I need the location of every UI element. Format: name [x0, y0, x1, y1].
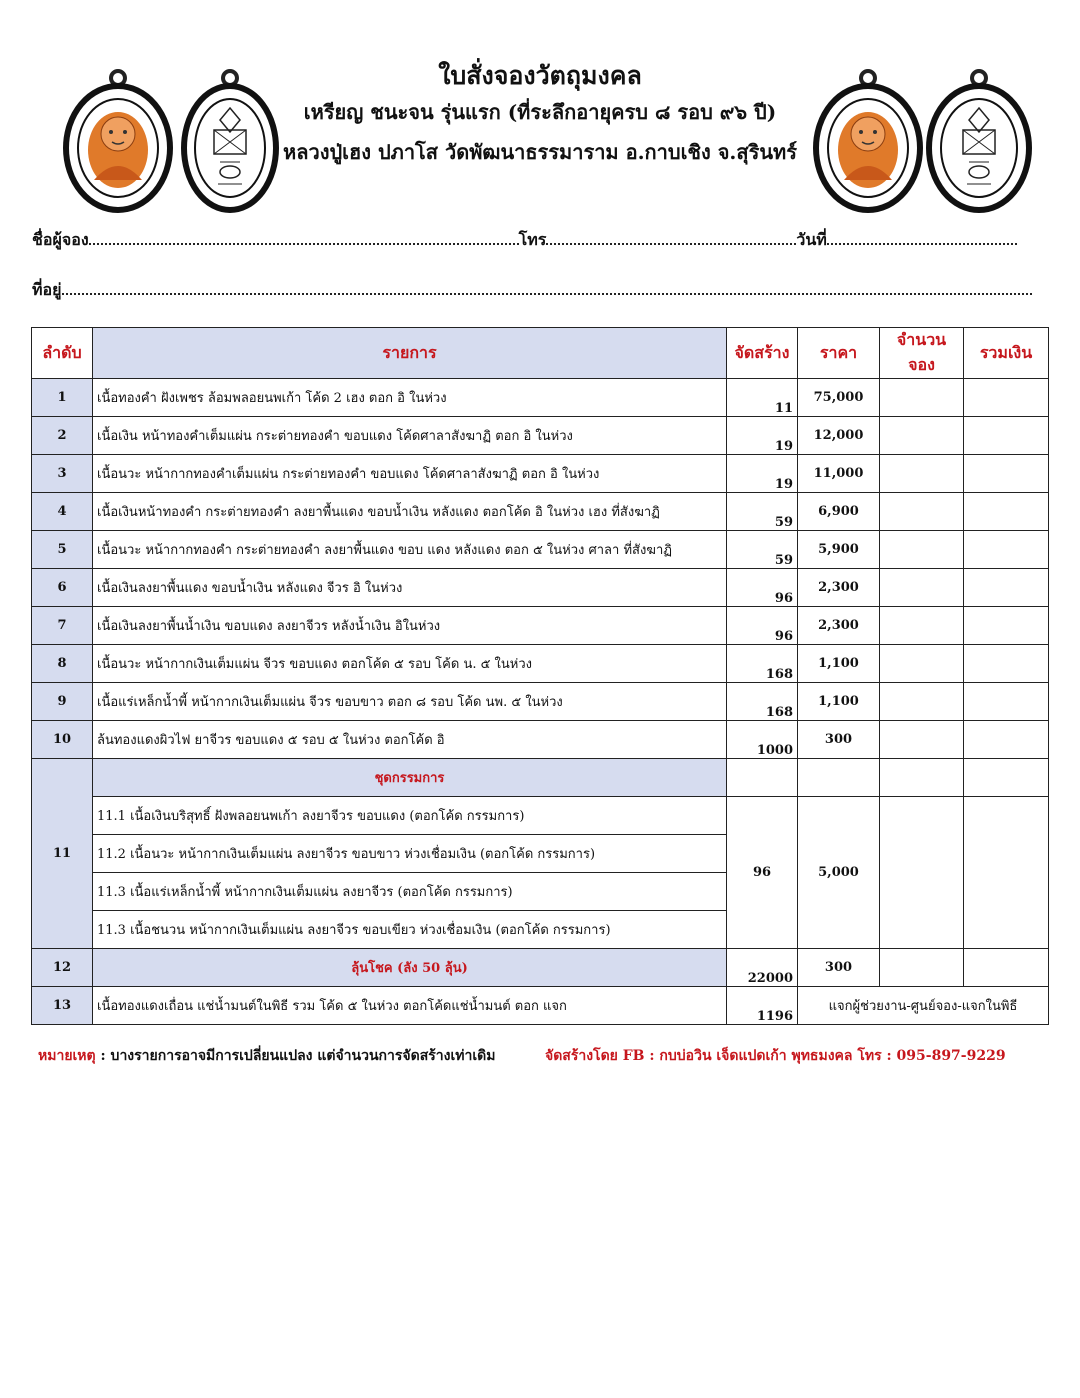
row-qty-cell[interactable]: [880, 683, 964, 721]
date-label: วันที่: [796, 230, 827, 249]
row-desc: เนื้อเงิน หน้าทองคำเต็มแผ่น กระต่ายทองคำ ขอบแดง โค้ดศาลาสังฆาฏิ ตอก อิ ในห่วง: [93, 417, 727, 455]
lucky-qty-cell[interactable]: [880, 949, 964, 987]
page-subtitle: เหรียญ ชนะจน รุ่นแรก (ที่ระลึกอายุครบ ๘ รอบ ๙๖ ปี): [303, 100, 777, 124]
table-row: [32, 721, 1049, 759]
gift-note: แจกผู้ช่วยงาน-ศูนย์จอง-แจกในพิธี: [798, 987, 1049, 1025]
committee-made: 96: [727, 797, 798, 949]
committee-total-cell[interactable]: [964, 797, 1049, 949]
medal-front-image-left: [62, 68, 174, 214]
table-header-row: [32, 328, 1049, 379]
medal-front-image-right: [812, 68, 924, 214]
phone-label: โทร: [518, 230, 547, 249]
row-desc: เนื้อแร่เหล็กน้ำพี้ หน้ากากเงินเต็มแผ่น จีวร ขอบขาว ตอก ๘ รอบ โค้ด นพ. ๕ ในห่วง: [93, 683, 727, 721]
col-qty-header: จำนวนจอง: [880, 328, 964, 379]
row-made: 19: [727, 455, 798, 493]
name-label: ชื่อผู้จอง: [32, 230, 89, 249]
row-total-cell[interactable]: [964, 379, 1049, 417]
row-no: 1: [32, 379, 93, 417]
table-row: [32, 531, 1049, 569]
phone-field[interactable]: [546, 229, 796, 245]
row-total-cell[interactable]: [964, 645, 1049, 683]
row-qty-cell[interactable]: [880, 417, 964, 455]
row-qty-cell[interactable]: [880, 493, 964, 531]
col-price-header: ราคา: [798, 328, 880, 379]
medal-back-image-left: [180, 68, 280, 214]
row-qty-cell[interactable]: [880, 379, 964, 417]
medal-back-image-right: [924, 68, 1034, 214]
row-no: 6: [32, 569, 93, 607]
row-no: 9: [32, 683, 93, 721]
col-made-header: จัดสร้าง: [727, 328, 798, 379]
row-made: 59: [727, 531, 798, 569]
table-row: [32, 683, 1049, 721]
row-no: 2: [32, 417, 93, 455]
row-no: 5: [32, 531, 93, 569]
table-row: [32, 379, 1049, 417]
row-made: 96: [727, 569, 798, 607]
lucky-desc: ลุ้นโชค (ลัง 50 ลุ้น): [93, 949, 727, 987]
row-qty-cell[interactable]: [880, 531, 964, 569]
order-table: [31, 327, 1049, 1025]
table-row: [32, 569, 1049, 607]
lucky-price: 300: [798, 949, 880, 987]
address-label: ที่อยู่: [32, 280, 62, 299]
table-row: [32, 493, 1049, 531]
row-desc: ล้นทองแดงผิวไฟ ยาจีวร ขอบแดง ๕ รอบ ๕ ในห่วง ตอกโค้ด อิ: [93, 721, 727, 759]
row-price: 2,300: [798, 569, 880, 607]
address-field[interactable]: [62, 279, 1032, 295]
row-price: 6,900: [798, 493, 880, 531]
committee-item-2: 11.2 เนื้อนวะ หน้ากากเงินเต็มแผ่น ลงยาจีวร ขอบขาว ห่วงเชื่อมเงิน (ตอกโค้ด กรรมการ): [93, 835, 727, 873]
committee-title: ชุดกรรมการ: [93, 759, 727, 797]
row-desc: เนื้อเงินลงยาพื้นแดง ขอบน้ำเงิน หลังแดง จีวร อิ ในห่วง: [93, 569, 727, 607]
row-qty-cell[interactable]: [880, 455, 964, 493]
row-price: 75,000: [798, 379, 880, 417]
row-desc: เนื้อทองคำ ฝังเพชร ล้อมพลอยนพเก้า โค้ด 2 เฮง ตอก อิ ในห่วง: [93, 379, 727, 417]
gift-made: 1196: [727, 987, 798, 1025]
gift-no: 13: [32, 987, 93, 1025]
row-desc: เนื้อนวะ หน้ากากทองคำ กระต่ายทองคำ ลงยาพื้นแดง ขอบ แดง หลังแดง ตอก ๕ ในห่วง ศาลา ที่สังฆาฏิ: [93, 531, 727, 569]
row-total-cell[interactable]: [964, 569, 1049, 607]
row-made: 168: [727, 683, 798, 721]
lucky-row: [32, 949, 1049, 987]
row-price: 5,900: [798, 531, 880, 569]
row-qty-cell[interactable]: [880, 569, 964, 607]
committee-title-row: [32, 759, 1049, 797]
table-row: [32, 645, 1049, 683]
row-no: 10: [32, 721, 93, 759]
gift-desc: เนื้อทองแดงเถื่อน แช่น้ำมนต์ในพิธี รวม โค้ด ๕ ในห่วง ตอกโค้ดแช่น้ำมนต์ ตอก แจก: [93, 987, 727, 1025]
table-row: [32, 607, 1049, 645]
row-made: 168: [727, 645, 798, 683]
row-total-cell[interactable]: [964, 455, 1049, 493]
committee-item-1: 11.1 เนื้อเงินบริสุทธิ์ ฝังพลอยนพเก้า ลงยาจีวร ขอบแดง (ตอกโค้ด กรรมการ): [93, 797, 727, 835]
row-no: 7: [32, 607, 93, 645]
row-made: 96: [727, 607, 798, 645]
row-total-cell[interactable]: [964, 607, 1049, 645]
footer-creator: จัดสร้างโดย FB : กบบ่อวิน เจ็ดแปดเก้า พุทธมงคล โทร : 095-897-9229: [545, 1048, 1006, 1064]
footer-note-label: หมายเหตุ: [38, 1048, 96, 1064]
footer-note-text: : บางรายการอาจมีการเปลี่ยนแปลง แต่จำนวนการจัดสร้างเท่าเดิม: [95, 1048, 496, 1064]
row-desc: เนื้อเงินลงยาพื้นน้ำเงิน ขอบแดง ลงยาจีวร หลังน้ำเงิน อิในห่วง: [93, 607, 727, 645]
page-title: ใบสั่งจองวัตถุมงคล: [438, 61, 642, 90]
row-total-cell[interactable]: [964, 531, 1049, 569]
committee-item-row: [32, 797, 1049, 835]
row-total-cell[interactable]: [964, 683, 1049, 721]
committee-title-qty: [880, 759, 964, 797]
row-price: 12,000: [798, 417, 880, 455]
row-no: 8: [32, 645, 93, 683]
col-total-header: รวมเงิน: [964, 328, 1049, 379]
name-phone-date-line: [32, 228, 1048, 253]
col-no-header: ลำดับ: [32, 328, 93, 379]
row-total-cell[interactable]: [964, 721, 1049, 759]
gift-row: [32, 987, 1049, 1025]
row-desc: เนื้อนวะ หน้ากากเงินเต็มแผ่น จีวร ขอบแดง ตอกโค้ด ๕ รอบ โค้ด น. ๕ ในห่วง: [93, 645, 727, 683]
committee-price: 5,000: [798, 797, 880, 949]
footer-note: [38, 1045, 495, 1067]
row-qty-cell[interactable]: [880, 721, 964, 759]
row-price: 300: [798, 721, 880, 759]
table-row: [32, 455, 1049, 493]
name-field[interactable]: [89, 229, 519, 245]
row-desc: เนื้อนวะ หน้ากากทองคำเต็มแผ่น กระต่ายทองคำ ขอบแดง โค้ดศาลาสังฆาฏิ ตอก อิ ในห่วง: [93, 455, 727, 493]
row-made: 1000: [727, 721, 798, 759]
row-qty-cell[interactable]: [880, 645, 964, 683]
address-line: [32, 278, 1048, 303]
committee-title-made: [727, 759, 798, 797]
row-total-cell[interactable]: [964, 417, 1049, 455]
row-qty-cell[interactable]: [880, 607, 964, 645]
lucky-no: 12: [32, 949, 93, 987]
row-made: 11: [727, 379, 798, 417]
row-price: 11,000: [798, 455, 880, 493]
col-item-header: รายการ: [93, 328, 727, 379]
temple-line: หลวงปู่เฮง ปภาโส วัดพัฒนาธรรมาราม อ.กาบเชิง จ.สุรินทร์: [283, 140, 797, 164]
lucky-total-cell[interactable]: [964, 949, 1049, 987]
row-made: 59: [727, 493, 798, 531]
committee-qty-cell[interactable]: [880, 797, 964, 949]
row-price: 1,100: [798, 683, 880, 721]
table-row: [32, 417, 1049, 455]
committee-title-total: [964, 759, 1049, 797]
row-total-cell[interactable]: [964, 493, 1049, 531]
committee-item-4: 11.3 เนื้อชนวน หน้ากากเงินเต็มแผ่น ลงยาจีวร ขอบเขียว ห่วงเชื่อมเงิน (ตอกโค้ด กรรมการ): [93, 911, 727, 949]
committee-title-price: [798, 759, 880, 797]
lucky-made: 22000: [727, 949, 798, 987]
row-price: 2,300: [798, 607, 880, 645]
row-no: 4: [32, 493, 93, 531]
committee-no: 11: [32, 759, 93, 949]
row-price: 1,100: [798, 645, 880, 683]
date-field[interactable]: [827, 229, 1017, 245]
row-desc: เนื้อเงินหน้าทองคำ กระต่ายทองคำ ลงยาพื้นแดง ขอบน้ำเงิน หลังแดง ตอกโค้ด อิ ในห่วง เฮง ที่สังฆาฏิ: [93, 493, 727, 531]
header: [270, 58, 810, 168]
committee-item-3: 11.3 เนื้อแร่เหล็กน้ำพี้ หน้ากากเงินเต็มแผ่น ลงยาจีวร (ตอกโค้ด กรรมการ): [93, 873, 727, 911]
row-made: 19: [727, 417, 798, 455]
row-no: 3: [32, 455, 93, 493]
